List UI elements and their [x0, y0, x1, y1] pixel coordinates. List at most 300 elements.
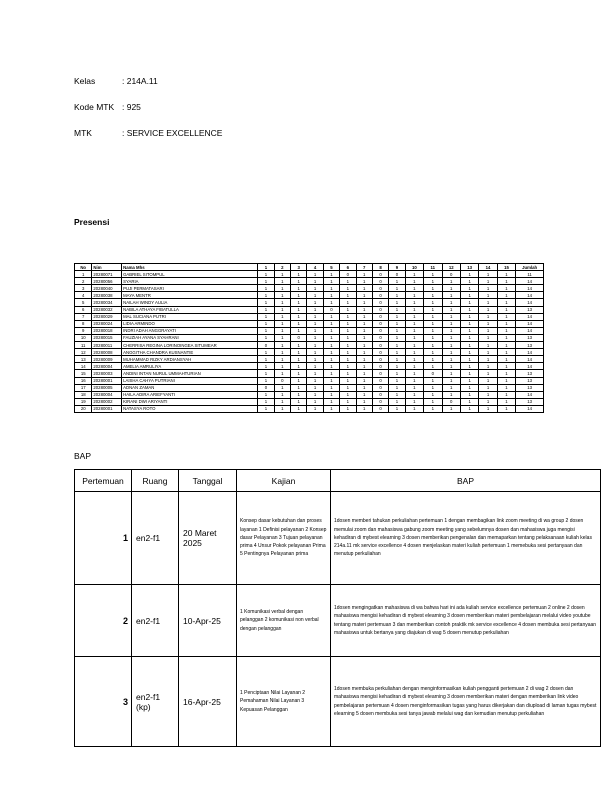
- presensi-header-cell: 5: [323, 264, 339, 271]
- presensi-cell: 1: [424, 320, 442, 327]
- presensi-cell: 1: [258, 349, 274, 356]
- presensi-cell: 1: [258, 363, 274, 370]
- presensi-cell: 1: [479, 320, 497, 327]
- presensi-cell: 1: [258, 271, 274, 278]
- kode-mtk-line: [74, 102, 141, 112]
- presensi-cell: 1: [460, 320, 478, 327]
- presensi-cell: 1: [356, 370, 372, 377]
- presensi-cell: 12: [75, 349, 92, 356]
- presensi-cell: 1: [307, 292, 323, 299]
- presensi-header-cell: 11: [424, 264, 442, 271]
- table-row: [75, 405, 544, 412]
- presensi-cell: 1: [405, 398, 423, 405]
- presensi-cell: 1: [307, 349, 323, 356]
- presensi-cell: 18: [75, 391, 92, 398]
- table-row: [75, 299, 544, 306]
- presensi-cell: 1: [389, 405, 405, 412]
- presensi-cell: 8: [75, 320, 92, 327]
- presensi-cell: 1: [497, 299, 515, 306]
- presensi-cell: 1: [356, 299, 372, 306]
- presensi-cell: 1: [340, 278, 356, 285]
- presensi-cell: 0: [372, 356, 388, 363]
- presensi-cell: 1: [405, 342, 423, 349]
- presensi-cell: 0: [372, 370, 388, 377]
- presensi-cell: 1: [405, 285, 423, 292]
- presensi-cell: 1: [442, 391, 460, 398]
- presensi-cell: 14: [516, 292, 544, 299]
- presensi-cell: 1: [497, 285, 515, 292]
- presensi-cell: 0: [372, 334, 388, 341]
- presensi-cell: KIRANI DWI ARIYANTI: [122, 398, 258, 405]
- presensi-cell: 6: [75, 306, 92, 313]
- presensi-cell: 1: [497, 370, 515, 377]
- presensi-cell: 1: [424, 285, 442, 292]
- presensi-cell: 0: [372, 306, 388, 313]
- bap-ruang-cell: en2-f1: [132, 585, 179, 657]
- presensi-cell: 20280040: [92, 285, 122, 292]
- bap-tanggal-cell: 10-Apr-25: [179, 585, 237, 657]
- presensi-cell: 1: [389, 363, 405, 370]
- presensi-cell: 19: [75, 398, 92, 405]
- presensi-cell: 1: [479, 398, 497, 405]
- presensi-cell: AMELIA AMRULIYA: [122, 363, 258, 370]
- presensi-cell: 1: [460, 363, 478, 370]
- presensi-header-cell: 4: [307, 264, 323, 271]
- presensi-cell: 1: [340, 370, 356, 377]
- presensi-title: Presensi: [74, 217, 110, 227]
- presensi-cell: 1: [405, 271, 423, 278]
- presensi-cell: 1: [460, 384, 478, 391]
- table-row: [75, 398, 544, 405]
- presensi-cell: 1: [424, 405, 442, 412]
- presensi-cell: 1: [323, 398, 339, 405]
- presensi-cell: 1: [497, 342, 515, 349]
- presensi-cell: 1: [291, 384, 307, 391]
- presensi-cell: 1: [356, 363, 372, 370]
- presensi-cell: 1: [274, 398, 290, 405]
- presensi-cell: 1: [424, 271, 442, 278]
- presensi-cell: 14: [516, 299, 544, 306]
- presensi-cell: 1: [356, 327, 372, 334]
- presensi-cell: 20280008: [92, 349, 122, 356]
- presensi-cell: 1: [424, 398, 442, 405]
- presensi-cell: 1: [258, 313, 274, 320]
- presensi-cell: 1: [356, 278, 372, 285]
- presensi-cell: 1: [274, 384, 290, 391]
- presensi-cell: NABILA ATHAYA FIBATULLA: [122, 306, 258, 313]
- presensi-cell: 1: [405, 356, 423, 363]
- presensi-cell: CHERRISA REGINA LORINOINGEA SITUMEAR: [122, 342, 258, 349]
- bap-kajian-cell: 1 Komunikasi verbal dengan pelanggan 2 komunikasi non verbal dengan pelanggan: [237, 585, 331, 657]
- presensi-cell: 1: [307, 356, 323, 363]
- presensi-cell: 1: [307, 398, 323, 405]
- presensi-cell: 14: [516, 391, 544, 398]
- presensi-cell: 1: [291, 356, 307, 363]
- presensi-cell: 0: [372, 299, 388, 306]
- presensi-cell: 1: [307, 313, 323, 320]
- bap-table: [74, 469, 601, 747]
- presensi-cell: 1: [497, 320, 515, 327]
- presensi-cell: 1: [442, 320, 460, 327]
- presensi-cell: 1: [291, 327, 307, 334]
- presensi-cell: ADNAN ZAMAN: [122, 384, 258, 391]
- bap-kajian-cell: 1 Penciptaan Nilai Layanan 2 Pemahaman Nilai Layanan 3 Kepuasan Pelanggan: [237, 657, 331, 747]
- presensi-cell: 1: [479, 377, 497, 384]
- presensi-cell: 1: [460, 327, 478, 334]
- presensi-cell: NAILAH WINDY AULIA: [122, 299, 258, 306]
- presensi-cell: 1: [258, 377, 274, 384]
- presensi-cell: 13: [516, 306, 544, 313]
- table-row: [75, 306, 544, 313]
- presensi-cell: 1: [323, 342, 339, 349]
- presensi-cell: 1: [356, 334, 372, 341]
- presensi-cell: 0: [372, 313, 388, 320]
- presensi-cell: 11: [75, 342, 92, 349]
- presensi-cell: 1: [479, 363, 497, 370]
- mtk-line: [74, 128, 222, 138]
- presensi-cell: 0: [372, 349, 388, 356]
- presensi-cell: 20280029: [92, 313, 122, 320]
- bap-pertemuan-cell: 3: [75, 657, 132, 747]
- presensi-cell: 1: [258, 327, 274, 334]
- presensi-cell: 1: [424, 356, 442, 363]
- presensi-cell: 1: [479, 405, 497, 412]
- presensi-cell: 1: [274, 334, 290, 341]
- presensi-cell: 16: [75, 377, 92, 384]
- presensi-cell: 1: [356, 377, 372, 384]
- presensi-cell: 1: [274, 327, 290, 334]
- presensi-cell: 1: [424, 278, 442, 285]
- table-row: [75, 363, 544, 370]
- presensi-cell: 0: [372, 320, 388, 327]
- presensi-cell: 1: [307, 405, 323, 412]
- presensi-cell: 20280032: [92, 306, 122, 313]
- presensi-cell: 1: [424, 349, 442, 356]
- table-row: [75, 313, 544, 320]
- presensi-cell: PUJI PERMATASARI: [122, 285, 258, 292]
- presensi-cell: 0: [372, 405, 388, 412]
- presensi-cell: 1: [405, 391, 423, 398]
- presensi-cell: 20280071: [92, 271, 122, 278]
- presensi-cell: 1: [389, 342, 405, 349]
- presensi-cell: 1: [442, 327, 460, 334]
- presensi-cell: 1: [340, 377, 356, 384]
- presensi-cell: 14: [516, 349, 544, 356]
- bap-header-cell: Kajian: [237, 470, 331, 492]
- presensi-cell: 1: [356, 384, 372, 391]
- presensi-cell: 1: [307, 377, 323, 384]
- presensi-cell: 20280018: [92, 327, 122, 334]
- presensi-cell: 1: [307, 391, 323, 398]
- presensi-cell: 1: [389, 384, 405, 391]
- presensi-cell: 9: [75, 327, 92, 334]
- presensi-cell: 1: [340, 313, 356, 320]
- presensi-cell: 1: [442, 377, 460, 384]
- presensi-cell: 1: [291, 292, 307, 299]
- table-row: [75, 391, 544, 398]
- presensi-cell: 0: [372, 377, 388, 384]
- bap-pertemuan-cell: 2: [75, 585, 132, 657]
- presensi-cell: 1: [274, 306, 290, 313]
- presensi-cell: 1: [460, 356, 478, 363]
- presensi-cell: 14: [516, 285, 544, 292]
- presensi-cell: 1: [291, 299, 307, 306]
- presensi-cell: 1: [460, 313, 478, 320]
- presensi-header-cell: 14: [479, 264, 497, 271]
- presensi-cell: 0: [372, 384, 388, 391]
- presensi-cell: 1: [291, 271, 307, 278]
- presensi-cell: 1: [479, 384, 497, 391]
- presensi-header-cell: 8: [372, 264, 388, 271]
- presensi-cell: 1: [340, 405, 356, 412]
- presensi-cell: 0: [389, 271, 405, 278]
- presensi-cell: 1: [460, 398, 478, 405]
- table-row: [75, 292, 544, 299]
- bap-ruang-cell: en2-f1: [132, 492, 179, 585]
- table-row: [75, 492, 601, 585]
- presensi-cell: 1: [356, 398, 372, 405]
- presensi-cell: 1: [307, 327, 323, 334]
- presensi-cell: 1: [424, 313, 442, 320]
- presensi-cell: 1: [497, 327, 515, 334]
- presensi-header-cell: 10: [405, 264, 423, 271]
- presensi-cell: 1: [424, 334, 442, 341]
- presensi-cell: 1: [389, 320, 405, 327]
- presensi-table: [74, 263, 544, 413]
- presensi-cell: 20280024: [92, 320, 122, 327]
- presensi-header-cell: 6: [340, 264, 356, 271]
- presensi-cell: 1: [424, 391, 442, 398]
- presensi-cell: 1: [340, 356, 356, 363]
- presensi-cell: 1: [405, 349, 423, 356]
- presensi-cell: 1: [389, 349, 405, 356]
- presensi-cell: 1: [291, 342, 307, 349]
- presensi-cell: INDRI ADAH ANGGRAYATI: [122, 327, 258, 334]
- presensi-cell: 1: [258, 405, 274, 412]
- presensi-cell: 1: [460, 405, 478, 412]
- presensi-cell: 1: [307, 342, 323, 349]
- presensi-cell: 3: [75, 285, 92, 292]
- presensi-cell: 1: [497, 363, 515, 370]
- presensi-header-cell: 9: [389, 264, 405, 271]
- presensi-cell: 20280001: [92, 405, 122, 412]
- table-row: [75, 278, 544, 285]
- presensi-cell: 1: [291, 377, 307, 384]
- presensi-cell: 10: [75, 334, 92, 341]
- presensi-cell: 1: [323, 327, 339, 334]
- presensi-cell: 1: [460, 271, 478, 278]
- presensi-cell: 1: [291, 398, 307, 405]
- presensi-cell: 1: [340, 292, 356, 299]
- presensi-cell: 1: [340, 398, 356, 405]
- presensi-cell: 1: [340, 299, 356, 306]
- presensi-cell: 1: [291, 313, 307, 320]
- bap-isi-cell: 1dosen membuka perkuliahan dengan menginformasikan kuliah pengganti pertemuan 2 di wag 2 dosen dan mahasiswa mengisi kehadiran di mybest elearning 3 dosen memberikan materi dengan memberikan link video pembelajaran pertemuan 4 dosen menginformasikan tugas yang harus dikerjakan dan diupload di laman tugas mybest elearning 5 dosen membuka sesi tanya jawab melalui wag dan kemudian menutup perkuliahan: [331, 657, 601, 747]
- presensi-cell: 1: [389, 377, 405, 384]
- kode-mtk-label: Kode MTK: [74, 102, 115, 112]
- presensi-cell: 1: [258, 356, 274, 363]
- presensi-cell: 1: [274, 285, 290, 292]
- presensi-cell: 1: [424, 299, 442, 306]
- presensi-cell: 1: [258, 320, 274, 327]
- presensi-cell: 1: [442, 313, 460, 320]
- table-row: [75, 377, 544, 384]
- presensi-cell: 1: [405, 278, 423, 285]
- table-row: [75, 349, 544, 356]
- presensi-cell: HAILA ADIRA ARIEFYANTI: [122, 391, 258, 398]
- presensi-cell: 1: [460, 349, 478, 356]
- presensi-cell: 0: [291, 334, 307, 341]
- presensi-cell: 1: [389, 356, 405, 363]
- presensi-header-cell: 1: [258, 264, 274, 271]
- presensi-cell: 1: [340, 363, 356, 370]
- presensi-cell: 1: [258, 398, 274, 405]
- table-row: [75, 320, 544, 327]
- presensi-cell: 1: [405, 334, 423, 341]
- presensi-cell: 1: [258, 370, 274, 377]
- mtk-label: MTK: [74, 128, 92, 138]
- presensi-cell: 1: [323, 377, 339, 384]
- presensi-cell: 1: [258, 391, 274, 398]
- presensi-cell: MUHAMMAD RIZKY ARDIANSYAH: [122, 356, 258, 363]
- presensi-cell: 0: [258, 384, 274, 391]
- presensi-cell: 1: [424, 384, 442, 391]
- presensi-cell: 1: [274, 299, 290, 306]
- presensi-cell: 1: [460, 391, 478, 398]
- presensi-cell: 13: [516, 384, 544, 391]
- presensi-cell: 1: [479, 349, 497, 356]
- presensi-cell: 1: [274, 342, 290, 349]
- presensi-cell: 1: [424, 342, 442, 349]
- presensi-cell: 1: [442, 356, 460, 363]
- presensi-cell: 1: [389, 398, 405, 405]
- presensi-cell: 1: [405, 306, 423, 313]
- presensi-cell: 13: [516, 370, 544, 377]
- presensi-cell: 1: [258, 278, 274, 285]
- presensi-cell: 1: [291, 363, 307, 370]
- presensi-cell: MAL SUCIANA PUTRI: [122, 313, 258, 320]
- presensi-cell: 1: [442, 299, 460, 306]
- presensi-cell: 1: [323, 405, 339, 412]
- presensi-cell: 1: [460, 377, 478, 384]
- presensi-cell: 1: [307, 285, 323, 292]
- presensi-cell: 1: [307, 306, 323, 313]
- presensi-cell: 0: [372, 363, 388, 370]
- presensi-cell: 1: [442, 405, 460, 412]
- presensi-cell: 1: [291, 391, 307, 398]
- presensi-cell: 17: [75, 384, 92, 391]
- presensi-cell: 15: [75, 370, 92, 377]
- presensi-cell: 1: [340, 391, 356, 398]
- presensi-cell: 1: [442, 342, 460, 349]
- presensi-cell: 1: [356, 356, 372, 363]
- presensi-cell: 0: [372, 327, 388, 334]
- presensi-cell: 1: [291, 306, 307, 313]
- presensi-cell: 1: [389, 278, 405, 285]
- presensi-header-cell: Nama Mhs: [122, 264, 258, 271]
- presensi-cell: 4: [75, 292, 92, 299]
- presensi-cell: 1: [356, 391, 372, 398]
- presensi-cell: 1: [442, 334, 460, 341]
- presensi-cell: 1: [389, 391, 405, 398]
- presensi-cell: 13: [75, 356, 92, 363]
- presensi-cell: 1: [307, 320, 323, 327]
- presensi-cell: 1: [424, 377, 442, 384]
- presensi-cell: 14: [516, 320, 544, 327]
- bap-kajian-cell: Konsep dasar kebutuhan dan proses layanan 1 Definisi pelayanan 2 Konsep dasar Pelayanan 3 Tujuan pelayanan prima 4 Unsur Pokok pelayanan Prima 5 Pentingnya Pelayanan prima: [237, 492, 331, 585]
- presensi-cell: 1: [479, 342, 497, 349]
- bap-header-cell: Pertemuan: [75, 470, 132, 492]
- presensi-cell: 1: [479, 292, 497, 299]
- presensi-cell: 1: [479, 334, 497, 341]
- presensi-cell: 1: [323, 334, 339, 341]
- presensi-cell: 20280004: [92, 391, 122, 398]
- presensi-cell: 1: [323, 349, 339, 356]
- presensi-cell: 1: [497, 391, 515, 398]
- presensi-cell: 1: [389, 370, 405, 377]
- presensi-cell: 1: [497, 398, 515, 405]
- presensi-cell: 1: [405, 377, 423, 384]
- presensi-cell: 1: [340, 334, 356, 341]
- presensi-cell: 1: [340, 349, 356, 356]
- presensi-cell: 1: [442, 384, 460, 391]
- presensi-header-cell: 3: [291, 264, 307, 271]
- presensi-cell: 5: [75, 299, 92, 306]
- presensi-cell: 0: [372, 398, 388, 405]
- presensi-header-cell: 7: [356, 264, 372, 271]
- presensi-cell: 1: [291, 405, 307, 412]
- presensi-cell: 1: [405, 292, 423, 299]
- presensi-cell: 0: [372, 278, 388, 285]
- presensi-header-cell: Nim: [92, 264, 122, 271]
- bap-tanggal-cell: 16-Apr-25: [179, 657, 237, 747]
- presensi-cell: 20280002: [92, 398, 122, 405]
- presensi-cell: 1: [442, 363, 460, 370]
- presensi-cell: 1: [323, 370, 339, 377]
- presensi-cell: 1: [442, 370, 460, 377]
- presensi-cell: 1: [356, 342, 372, 349]
- presensi-cell: SYARIA: [122, 278, 258, 285]
- presensi-cell: 1: [323, 313, 339, 320]
- presensi-cell: 1: [274, 313, 290, 320]
- presensi-cell: 1: [479, 391, 497, 398]
- presensi-cell: 1: [356, 313, 372, 320]
- presensi-cell: 1: [340, 306, 356, 313]
- presensi-cell: 1: [405, 320, 423, 327]
- presensi-cell: 1: [307, 370, 323, 377]
- presensi-cell: 1: [258, 306, 274, 313]
- presensi-cell: 1: [442, 285, 460, 292]
- presensi-cell: 1: [340, 342, 356, 349]
- presensi-cell: 1: [497, 356, 515, 363]
- presensi-cell: 1: [497, 349, 515, 356]
- bap-title: BAP: [74, 451, 92, 461]
- kelas-line: [74, 76, 158, 86]
- presensi-cell: 1: [323, 391, 339, 398]
- presensi-header-cell: 13: [460, 264, 478, 271]
- presensi-cell: 1: [323, 278, 339, 285]
- bap-pertemuan-cell: 1: [75, 492, 132, 585]
- presensi-cell: 1: [479, 306, 497, 313]
- table-row: [75, 285, 544, 292]
- bap-header-cell: Ruang: [132, 470, 179, 492]
- presensi-cell: 1: [274, 405, 290, 412]
- presensi-cell: 1: [460, 285, 478, 292]
- presensi-cell: 0: [372, 271, 388, 278]
- presensi-cell: 0: [372, 342, 388, 349]
- presensi-cell: 1: [389, 327, 405, 334]
- presensi-cell: 1: [307, 334, 323, 341]
